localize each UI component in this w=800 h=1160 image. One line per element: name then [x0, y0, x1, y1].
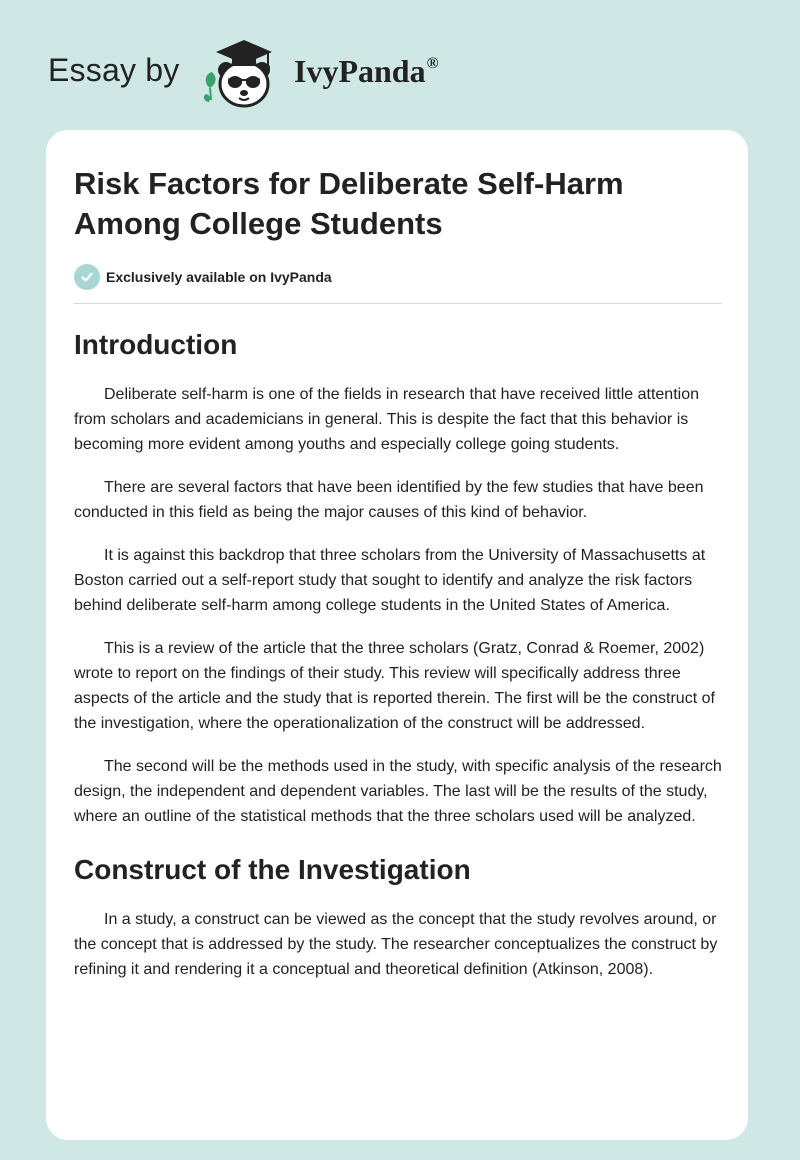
paragraph: Deliberate self-harm is one of the fields in research that have received little attention from scholars and academicians in general. This is despite the fact that this behavior is becoming more evident among youths and especially college going students.: [74, 386, 699, 453]
title-line-1: Risk Factors for Deliberate Self-Harm: [74, 166, 624, 201]
brand-name: IvyPanda®: [294, 53, 439, 89]
section-introduction: [74, 328, 720, 829]
section-heading: Construct of the Investigation: [74, 854, 471, 885]
panda-logo-icon: [202, 34, 282, 110]
brand-header: [48, 30, 468, 110]
brand-prefix: Essay by: [48, 52, 180, 88]
title-line-2: Among College Students: [74, 206, 443, 241]
divider: [74, 303, 722, 304]
ivy-leaf-icon: [204, 72, 216, 102]
paragraph: The second will be the methods used in the study, with specific analysis of the research design, the independent and dependent variables. The last will be the results of the study, where an outline of the statistical methods that the three scholars used will be analyzed.: [74, 758, 722, 825]
checkmark-icon: [74, 264, 100, 290]
exclusive-badge: [74, 263, 720, 291]
page-title: [74, 164, 714, 244]
section-heading: Introduction: [74, 329, 238, 360]
section-construct: [74, 853, 720, 982]
paragraph: It is against this backdrop that three scholars from the University of Massachusetts at Boston carried out a self-report study that sought to identify and analyze the risk factors behind deliberate self-harm among college students in the United States of America.: [74, 547, 706, 614]
paragraph: This is a review of the article that the three scholars (Gratz, Conrad & Roemer, 2002) wrote to report on the findings of their study. This review will specifically address three aspects of the article and the study that is reported therein. The first will be the construct of the investigation, where the operationalization of the construct will be addressed.: [74, 640, 715, 732]
paragraph: There are several factors that have been identified by the few studies that have been conducted in this field as being the major causes of this kind of behavior.: [74, 479, 704, 521]
exclusive-text: Exclusively available on IvyPanda: [106, 269, 332, 285]
registered-mark: ®: [426, 55, 439, 72]
paragraph: In a study, a construct can be viewed as the concept that the study revolves around, or the concept that is addressed by the study. The researcher conceptualizes the construct by refining it and rendering it a conceptual and theoretical definition (Atkinson, 2008).: [74, 911, 718, 978]
article-card: [46, 130, 748, 1140]
